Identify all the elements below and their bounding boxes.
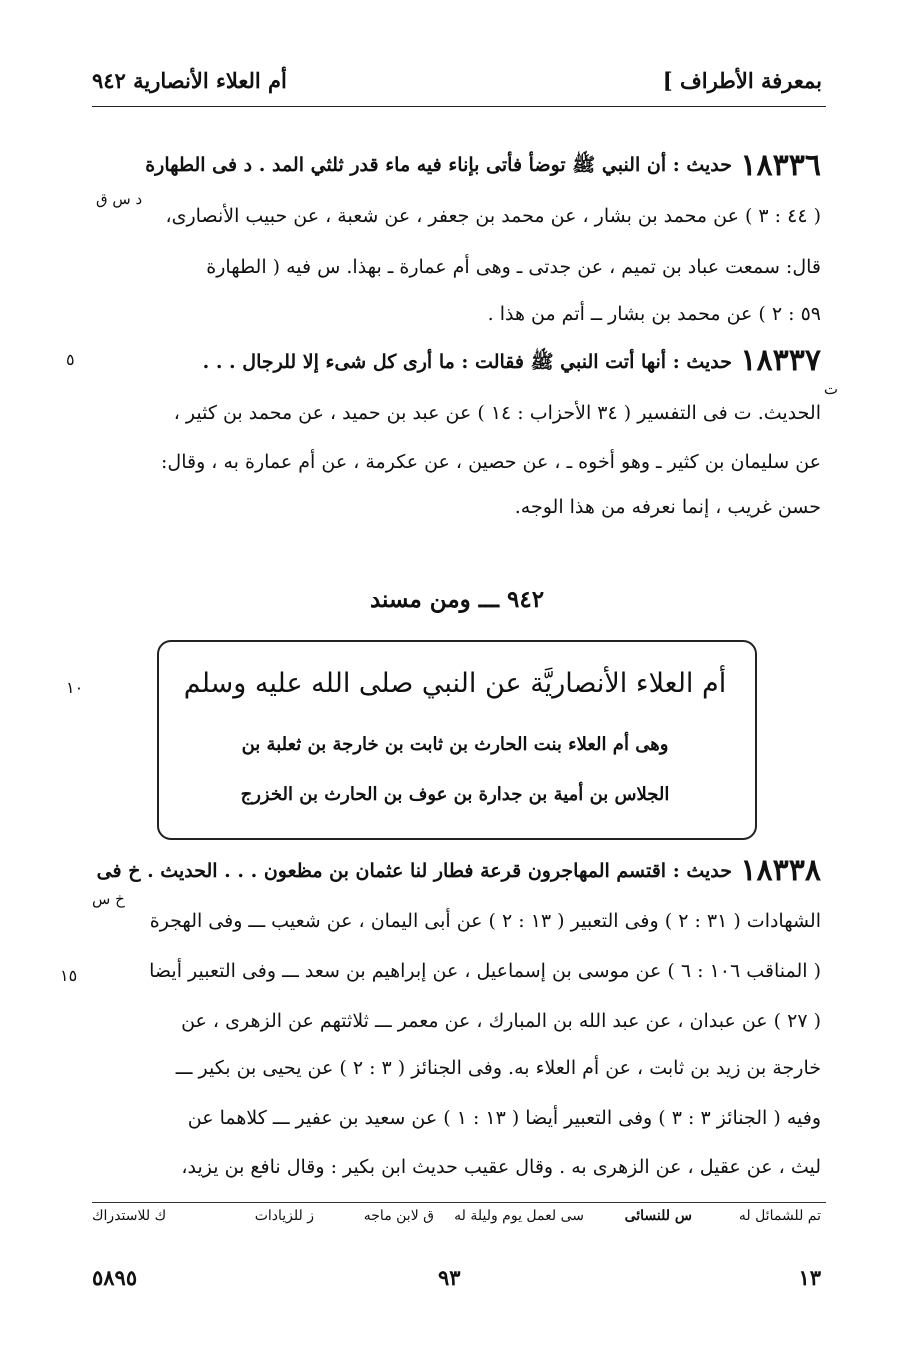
box-line-3: الجلاس بن أمية بن جدارة بن عوف بن الحارث بن الخزرج <box>240 784 670 805</box>
hadith-18338-line-2: الشهادات ( ٣١ : ٢ ) وفى التعبير ( ١٣ : ٢ ) عن أبى اليمان ، عن شعيب ـــ وفى الهجرة <box>149 910 821 932</box>
hadith-number-18337: ١٨٣٣٧ <box>740 343 821 378</box>
hadith-18338-sigla: خ س <box>92 890 125 908</box>
key-istidrak: ك للاستدراك <box>92 1208 167 1224</box>
header-rule <box>92 106 826 107</box>
key-shamail: تم للشمائل له <box>738 1208 821 1224</box>
hadith-18336-sigla: د س ق <box>96 190 143 208</box>
key-amal-yawm: سى لعمل يوم وليلة له <box>454 1208 584 1224</box>
page-number-right: ١٣ <box>798 1265 821 1290</box>
section-title: ٩٤٢ ـــ ومن مسند <box>369 586 545 613</box>
line-marker-5: ٥ <box>66 350 75 369</box>
footer-rule <box>92 1202 826 1203</box>
running-header-right: بمعرفة الأطراف ] <box>662 68 822 93</box>
hadith-18338-line-5: خارجة بن زيد بن ثابت ، عن أم العلاء به. وفى الجنائز ( ٣ : ٢ ) عن يحيى بن بكير ـــ <box>175 1057 821 1079</box>
hadith-18336-line-2: ( ٤٤ : ٣ ) عن محمد بن بشار ، عن محمد بن جعفر ، عن شعبة ، عن حبيب الأنصارى، <box>165 205 821 227</box>
hadith-18337-line-4: حسن غريب ، إنما نعرفه من هذا الوجه. <box>514 496 821 518</box>
page-number-left: ٥٨٩٥ <box>92 1265 138 1290</box>
key-ziyadat: ز للزيادات <box>254 1208 314 1224</box>
hadith-18336-line-1: حديث : أن النبي ﷺ توضأ فأتى بإناء فيه ماء قدر ثلثي المد . د فى الطهارة <box>145 154 732 176</box>
page-number-center: ٩٣ <box>438 1265 461 1290</box>
hadith-18338-line-1: حديث : اقتسم المهاجرون قرعة فطار لنا عثمان بن مظعون . . . الحديث . خ فى <box>96 860 732 882</box>
box-line-2: وهى أم العلاء بنت الحارث بن ثابت بن خارجة بن ثعلبة بن <box>241 734 669 755</box>
hadith-number-18336: ١٨٣٣٦ <box>740 148 821 183</box>
hadith-number-18338: ١٨٣٣٨ <box>740 853 821 888</box>
hadith-18337-line-2: الحديث. ت فى التفسير ( ٣٤ الأحزاب : ١٤ ) عن عبد بن حميد ، عن محمد بن كثير ، <box>173 402 821 424</box>
key-nasai: س للنسائى <box>624 1208 692 1224</box>
hadith-18336-line-3: قال: سمعت عباد بن تميم ، عن جدتى ـ وهى أم عمارة ـ بهذا. س فيه ( الطهارة <box>206 256 821 278</box>
running-header-left: أم العلاء الأنصارية ٩٤٢ <box>92 68 287 93</box>
hadith-18337-sigla: ت <box>823 380 838 398</box>
key-ibn-majah: ق لابن ماجه <box>363 1208 434 1224</box>
box-heading: أم العلاء الأنصاريَّة عن النبي صلى الله عليه وسلم <box>183 668 727 699</box>
line-marker-15: ١٥ <box>60 966 78 985</box>
hadith-18337-line-3: عن سليمان بن كثير ـ وهو أخوه ـ ، عن حصين ، عن عكرمة ، عن أم عمارة به ، وقال: <box>161 451 821 473</box>
hadith-18338-line-3: ( المناقب ١٠٦ : ٦ ) عن موسى بن إسماعيل ، عن إبراهيم بن سعد ـــ وفى التعبير أيضا <box>149 960 821 982</box>
hadith-18336-line-4: ٥٩ : ٢ ) عن محمد بن بشار ــ أتم من هذا . <box>487 303 821 325</box>
hadith-18338-line-6: وفيه ( الجنائز ٣ : ٣ ) وفى التعبير أيضا ( ١٣ : ١ ) عن سعيد بن عفير ـــ كلاهما عن <box>187 1107 821 1129</box>
hadith-18338-line-7: ليث ، عن عقيل ، عن الزهرى به . وقال عقيب حديث ابن بكير : وقال نافع بن يزيد، <box>181 1156 821 1178</box>
line-marker-10: ١٠ <box>66 678 84 697</box>
hadith-18338-line-4: ( ٢٧ ) عن عبدان ، عن عبد الله بن المبارك ، عن معمر ـــ ثلاثتهم عن الزهرى ، عن <box>181 1010 821 1032</box>
hadith-18337-line-1: حديث : أنها أتت النبي ﷺ فقالت : ما أرى كل شىء إلا للرجال . . . <box>202 351 732 373</box>
